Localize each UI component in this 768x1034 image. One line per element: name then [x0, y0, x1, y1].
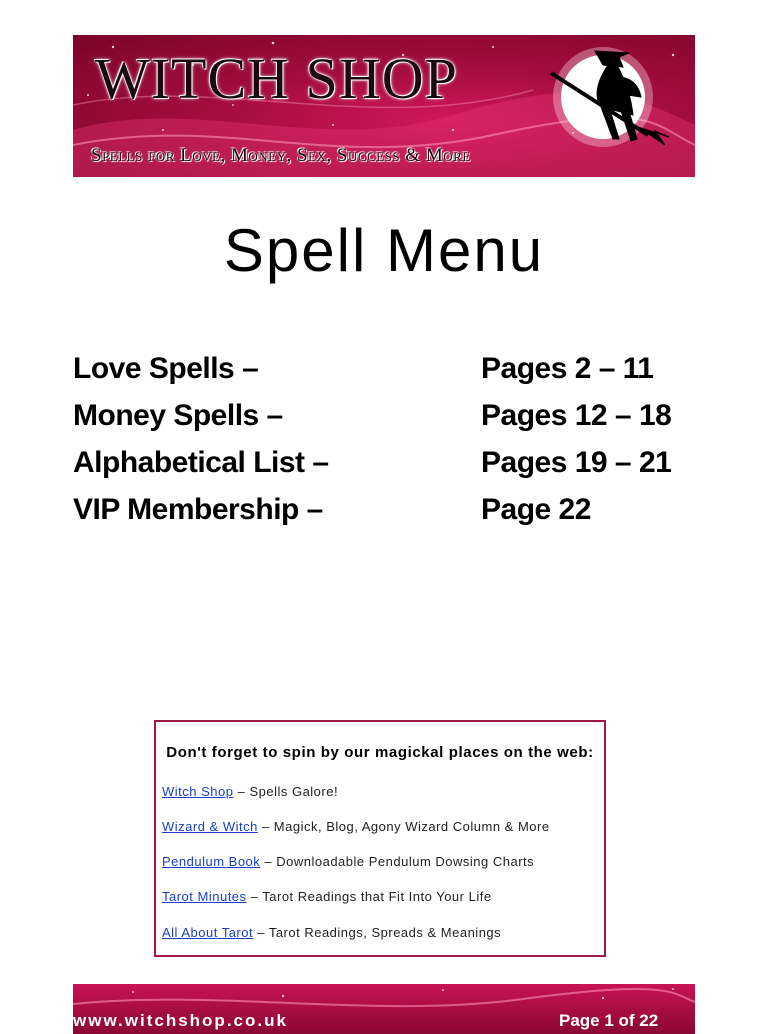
pendulum-book-link[interactable]: Pendulum Book — [162, 854, 261, 869]
footer-bar — [73, 984, 695, 1034]
promo-item — [162, 889, 492, 904]
menu-row — [73, 493, 713, 540]
brand-title: WITCH SHOP — [95, 46, 458, 111]
promo-heading: Don't forget to spin by our magickal places on the web: — [166, 744, 594, 761]
menu-row — [73, 352, 713, 399]
menu-pages: Pages 12 – 18 — [481, 399, 672, 432]
promo-item — [162, 819, 550, 834]
promo-item — [162, 854, 534, 869]
spell-menu-list — [73, 352, 713, 540]
menu-row — [73, 446, 713, 493]
promo-item-desc: – Magick, Blog, Agony Wizard Column & More — [257, 819, 550, 834]
menu-label: Money Spells – — [73, 399, 283, 432]
tarot-minutes-link[interactable]: Tarot Minutes — [162, 889, 247, 904]
menu-pages: Pages 2 – 11 — [481, 352, 654, 385]
witch-shop-link[interactable]: Witch Shop — [162, 784, 234, 799]
menu-pages: Page 22 — [481, 493, 591, 526]
promo-item-desc: – Tarot Readings that Fit Into Your Life — [246, 889, 492, 904]
menu-label: Alphabetical List – — [73, 446, 329, 479]
menu-label: VIP Membership – — [73, 493, 323, 526]
promo-item-desc: – Downloadable Pendulum Dowsing Charts — [260, 854, 535, 869]
menu-row — [73, 399, 713, 446]
promo-box — [154, 720, 606, 957]
page-title: Spell Menu — [223, 217, 545, 284]
promo-item — [162, 925, 501, 940]
promo-item-desc: – Spells Galore! — [233, 784, 339, 799]
page-number: Page 1 of 22 — [559, 1011, 659, 1030]
brand-tagline: Spells for Love, Money, Sex, Success & More — [91, 145, 471, 166]
all-about-tarot-link[interactable]: All About Tarot — [162, 925, 254, 940]
header-banner — [73, 35, 695, 177]
wizard-witch-link[interactable]: Wizard & Witch — [162, 819, 258, 834]
promo-item-desc: – Tarot Readings, Spreads & Meanings — [253, 925, 502, 940]
menu-pages: Pages 19 – 21 — [481, 446, 672, 479]
promo-item — [162, 784, 338, 799]
footer-url: www.witchshop.co.uk — [73, 1011, 288, 1030]
menu-label: Love Spells – — [73, 352, 259, 385]
